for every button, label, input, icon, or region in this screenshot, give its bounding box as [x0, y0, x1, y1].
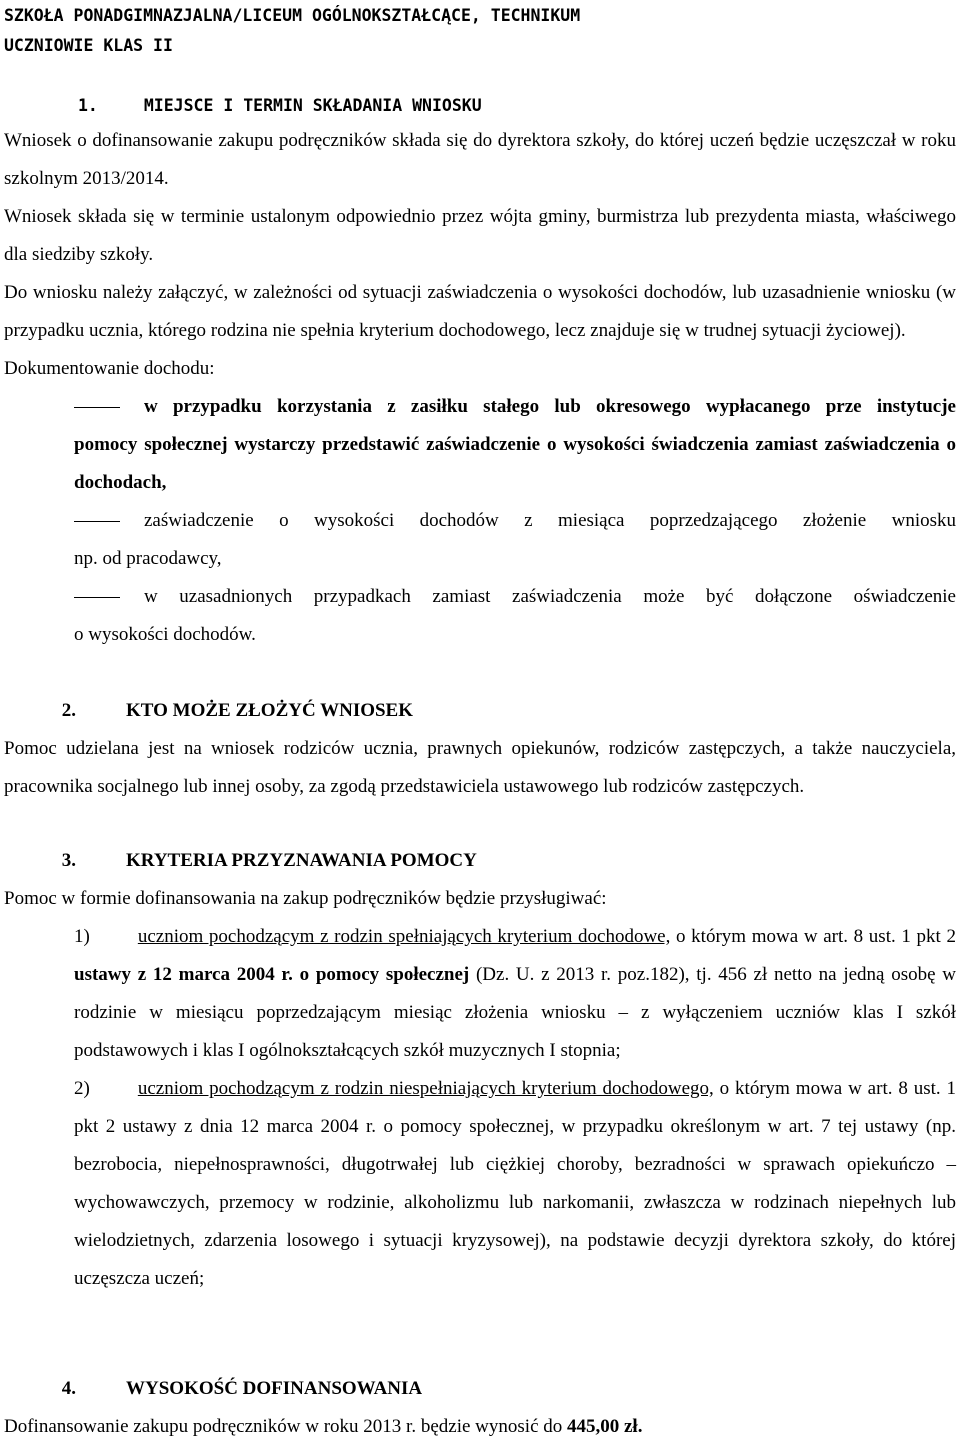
bullet-2 [0, 502, 960, 578]
bullet-1-rest: pomocy społecznej wystarczy przedstawić zaświadczenie o wysokości świadczenia zamiast zaświadczenia o dochodach, [74, 434, 956, 493]
header-line-1: SZKOŁA PONADGIMNAZJALNA/LICEUM OGÓLNOKSZTAŁCĄCE, TECHNIKUM [4, 6, 581, 25]
criteria-item-1-text [74, 918, 956, 1070]
bullet-2-first-line: zaświadczenie o wysokości dochodów z miesiąca poprzedzającego złożenie wniosku [144, 510, 956, 531]
section-3-heading [0, 842, 960, 880]
section-2 [0, 692, 960, 806]
criteria-item-1-label: 1) [74, 926, 90, 947]
criteria-item-1-text-2: (Dz. U. z 2013 r. poz.182), tj. 456 zł netto na jedną osobę w rodzinie w miesiącu poprzedzającym miesiąc złożenia wniosku – z wyłączeniem uczniów klas I szkół podstawowych i klas I ogólnokształcących szkół muzycznych I stopnia; [74, 964, 956, 1061]
section-3-title: KRYTERIA PRZYZNAWANIA POMOCY [126, 850, 477, 871]
section-3 [0, 842, 960, 1298]
bullet-1-first-line: w przypadku korzystania z zasiłku stałego lub okresowego wypłacanego prze instytucje [144, 396, 956, 417]
section-2-number: 2. [61, 700, 76, 721]
section-1-number: 1. [78, 96, 98, 115]
section-2-paragraph: Pomoc udzielana jest na wniosek rodziców ucznia, prawnych opiekunów, rodziców zastępczych, a także nauczyciela, pracownika socjalnego lub innej osoby, za zgodą przedstawiciela ustawowego lub rodziców zastępczych. [4, 738, 956, 797]
criteria-item-2-underlined: uczniom pochodzącym z rodzin niespełniających kryterium dochodowego, [137, 1078, 714, 1099]
section-4-amount: 445,00 zł. [567, 1416, 643, 1437]
header-line-2: UCZNIOWIE KLAS II [4, 36, 173, 55]
section-1-body [0, 122, 960, 654]
section-1-paragraph-3: Do wniosku należy załączyć, w zależności od sytuacji zaświadczenia o wysokości dochodów, lub uzasadnienie wniosku (w przypadku ucznia, którego rodzina nie spełnia kryterium dochodowego, lecz znajduje się w trudnej sytuacji życiowej). [4, 282, 956, 341]
section-2-title: KTO MOŻE ZŁOŻYĆ WNIOSEK [126, 700, 414, 721]
criteria-item-2-text [74, 1070, 956, 1298]
section-2-heading [0, 692, 960, 730]
section-1-paragraph-2: Wniosek składa się w terminie ustalonym odpowiednio przez wójta gminy, burmistrza lub prezydenta miasta, właściwego dla siedziby szkoły. [4, 206, 956, 265]
criteria-item-2 [0, 1070, 960, 1298]
section-1-heading [78, 90, 482, 122]
section-4-paragraph [0, 1408, 960, 1446]
bullet-2-rest: np. od pracodawcy, [74, 548, 222, 569]
section-4-heading [0, 1370, 960, 1408]
section-1-paragraph-4: Dokumentowanie dochodu: [4, 358, 215, 379]
criteria-item-2-text-1: o którym mowa w art. 8 ust. 1 pkt 2 ustawy z dnia 12 marca 2004 r. o pomocy społecznej, w przypadku określonym w art. 7 tej ustawy (np. bezrobocia, niepełnosprawności, długotrwałej lub ciężkiej choroby, bezradności w sprawach opiekuńczo – wychowawczych, przemocy w rodzinie, alkoholizmu lub narkomanii, zwłaszcza w rodzinach niepełnych lub wielodzietnych, zdarzenia losowego i sytuacji kryzysowej), na podstawie decyzji dyrektora szkoły, do której uczęszcza uczeń; [74, 1078, 956, 1289]
section-1-paragraph-1: Wniosek o dofinansowanie zakupu podręczników składa się do dyrektora szkoły, do której uczeń będzie uczęszczał w roku szkolnym 2013/2014. [4, 130, 956, 189]
section-3-number: 3. [61, 850, 76, 871]
criteria-item-1 [0, 918, 960, 1070]
criteria-item-1-bold: ustawy z 12 marca 2004 r. o pomocy społecznej [74, 964, 470, 985]
bullet-3-rest: o wysokości dochodów. [74, 624, 256, 645]
section-4-title: WYSOKOŚĆ DOFINANSOWANIA [126, 1378, 423, 1399]
bullet-1 [0, 388, 960, 502]
section-4-number: 4. [61, 1378, 76, 1399]
bullet-3 [0, 578, 960, 654]
section-3-intro: Pomoc w formie dofinansowania na zakup podręczników będzie przysługiwać: [4, 888, 607, 909]
bullet-3-first-line: w uzasadnionych przypadkach zamiast zaświadczenia może być dołączone oświadczenie [144, 586, 956, 607]
criteria-item-1-text-1: o którym mowa w art. 8 ust. 1 pkt 2 [670, 926, 956, 947]
criteria-item-1-underlined: uczniom pochodzącym z rodzin spełniających kryterium dochodowe, [137, 926, 671, 947]
section-4-text: Dofinansowanie zakupu podręczników w roku 2013 r. będzie wynosić do [4, 1416, 567, 1437]
criteria-item-2-label: 2) [74, 1078, 90, 1099]
section-1-title: MIEJSCE I TERMIN SKŁADANIA WNIOSKU [143, 96, 482, 115]
section-4 [0, 1370, 960, 1446]
